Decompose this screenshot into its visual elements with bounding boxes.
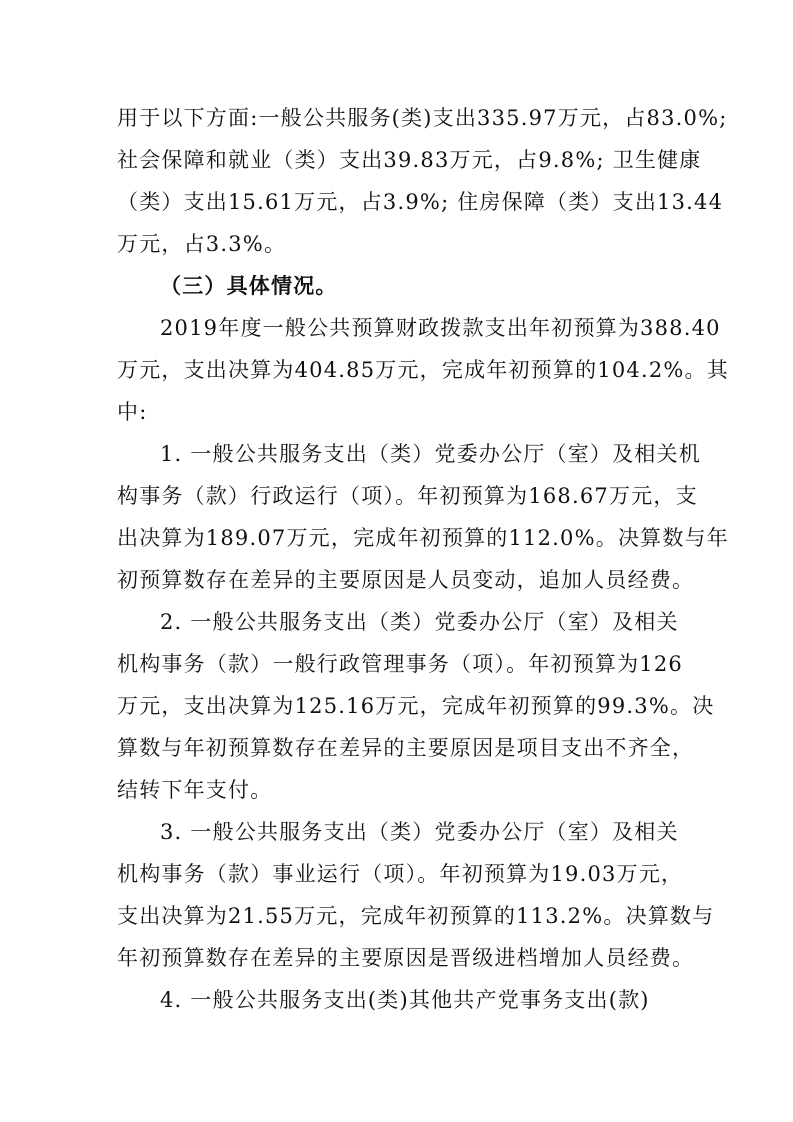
text-line: 机构事务（款）一般行政管理事务（项）。年初预算为126 — [117, 652, 683, 676]
section-heading: （三）具体情况。 — [160, 274, 338, 298]
text-line: （类）支出15.61万元，占3.9%; 住房保障（类）支出13.44 — [117, 190, 724, 214]
text-line: 构事务（款）行政运行（项）。年初预算为168.67万元，支 — [117, 484, 698, 508]
text-line: 万元，占3.3%。 — [117, 232, 287, 256]
list-item-line: 2. 一般公共服务支出（类）党委办公厅（室）及相关 — [160, 610, 679, 634]
list-item-line: 1. 一般公共服务支出（类）党委办公厅（室）及相关机 — [160, 442, 701, 466]
text-line: 2019年度一般公共预算财政拨款支出年初预算为388.40 — [160, 316, 721, 340]
text-line: 万元，支出决算为404.85万元，完成年初预算的104.2%。其 — [117, 358, 729, 382]
text-line: 结转下年支付。 — [117, 778, 273, 802]
text-line: 万元，支出决算为125.16万元，完成年初预算的99.3%。决 — [117, 694, 715, 718]
text-line: 中: — [117, 400, 148, 424]
text-line: 出决算为189.07万元，完成年初预算的112.0%。决算数与年 — [117, 526, 729, 550]
text-line: 初预算数存在差异的主要原因是人员变动，追加人员经费。 — [117, 568, 695, 592]
text-line: 年初预算数存在差异的主要原因是晋级进档增加人员经费。 — [117, 946, 695, 970]
list-item-line: 4. 一般公共服务支出(类)其他共产党事务支出(款) — [160, 988, 650, 1012]
list-item-line: 3. 一般公共服务支出（类）党委办公厅（室）及相关 — [160, 820, 679, 844]
text-line: 用于以下方面:一般公共服务(类)支出335.97万元，占83.0%; — [117, 106, 728, 130]
text-line: 社会保障和就业（类）支出39.83万元，占9.8%; 卫生健康 — [117, 148, 702, 172]
text-line: 机构事务（款）事业运行（项）。年初预算为19.03万元， — [117, 862, 684, 886]
text-line: 算数与年初预算数存在差异的主要原因是项目支出不齐全， — [117, 736, 695, 760]
text-line: 支出决算为21.55万元，完成年初预算的113.2%。决算数与 — [117, 904, 715, 928]
